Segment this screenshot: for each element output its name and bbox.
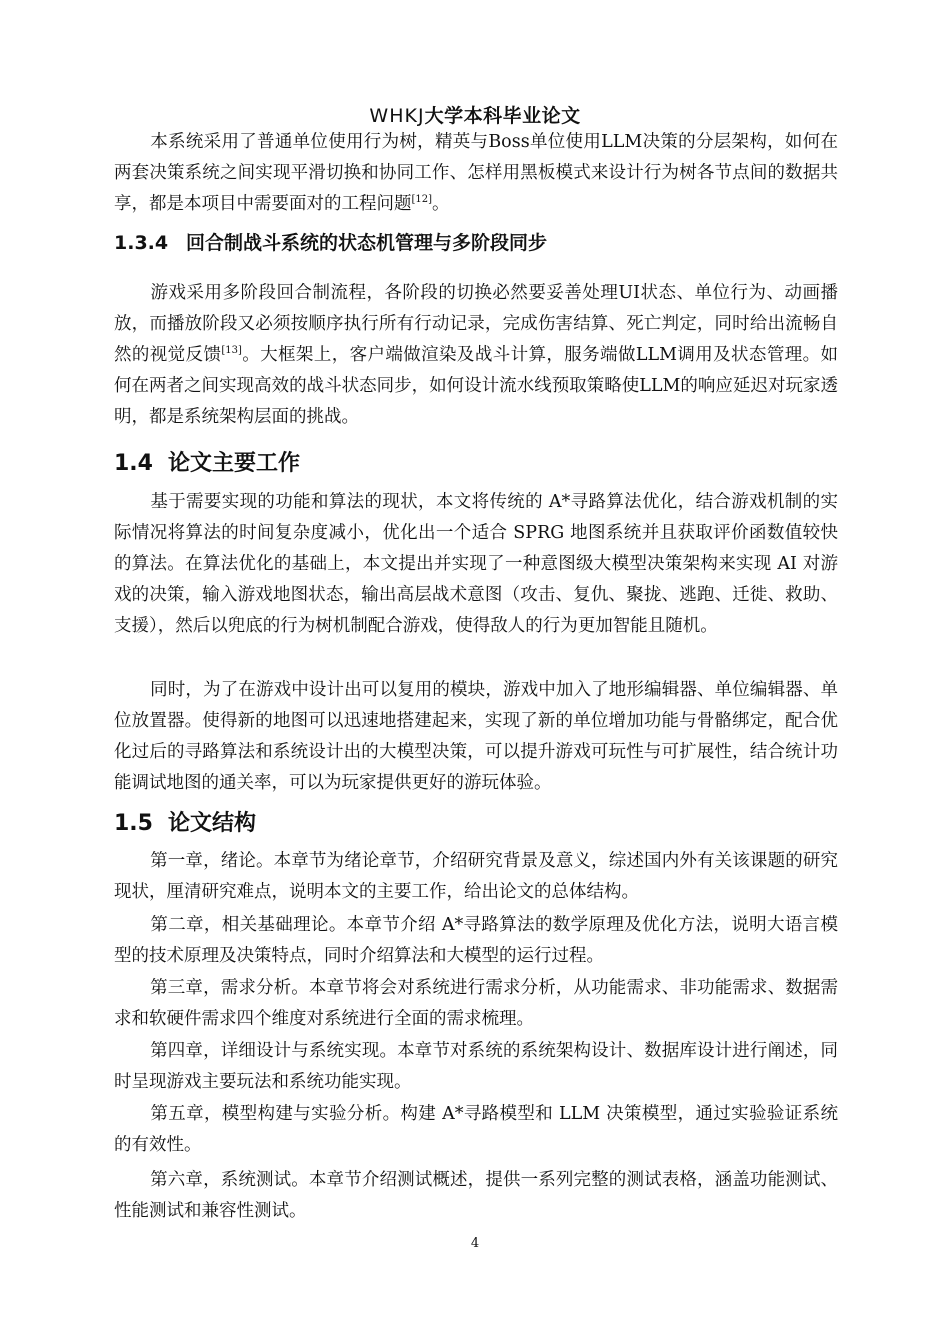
paragraph-text: 本系统采用了普通单位使用行为树，精英与Boss单位使用LLM决策的分层架构，如何在两套决策系统之间实现平滑切换和协同工作、怎样用黑板模式来设计行为树各节点间的数据共享，都是本项目中需要面对的工程问题	[114, 132, 838, 214]
paragraph-text: 第五章，模型构建与实验分析。构建 A*寻路模型和 LLM 决策模型，通过实验验证系统的有效性。	[114, 1104, 838, 1155]
paragraph-text: 第二章，相关基础理论。本章节介绍 A*寻路算法的数学原理及优化方法，说明大语言模型的技术原理及决策特点，同时介绍算法和大模型的运行过程。	[114, 915, 838, 966]
paragraph-chapter-4	[114, 1036, 838, 1098]
paragraph-text: 第六章，系统测试。本章节介绍测试概述，提供一系列完整的测试表格，涵盖功能测试、性能测试和兼容性测试。	[114, 1170, 838, 1221]
section-number: 1.3.4	[114, 232, 169, 254]
paragraph-text-tail: 。大框架上，客户端做渲染及战斗计算，服务端做LLM调用及状态管理。如何在两者之间实现高效的战斗状态同步，如何设计流水线预取策略使LLM的响应延迟对玩家透明，都是系统架构层面的挑战。	[114, 345, 838, 427]
header-latin: WHKJ	[369, 105, 425, 127]
section-heading-1-5	[114, 806, 256, 837]
paragraph-text: 游戏采用多阶段回合制流程，各阶段的切换必然要妥善处理UI状态、单位行为、动画播放，而播放阶段又必须按顺序执行所有行动记录，完成伤害结算、死亡判定，同时给出流畅自然的视觉反馈	[114, 283, 838, 365]
paragraph-turn-based-combat	[114, 278, 838, 433]
paragraph-chapter-5	[114, 1099, 838, 1161]
section-heading-1-3-4	[114, 228, 547, 255]
paragraph-chapter-2	[114, 910, 838, 972]
paragraph-decision-architecture	[114, 127, 838, 220]
running-header	[0, 101, 950, 128]
section-heading-1-4	[114, 446, 300, 477]
paragraph-chapter-1	[114, 846, 838, 908]
paragraph-chapter-3	[114, 973, 838, 1035]
page-number: 4	[470, 1236, 480, 1251]
paragraph-text: 第四章，详细设计与系统实现。本章节对系统的系统架构设计、数据库设计进行阐述，同时呈现游戏主要玩法和系统功能实现。	[114, 1041, 838, 1092]
section-number: 1.5	[114, 811, 153, 836]
section-title: 论文结构	[168, 811, 257, 836]
paragraph-main-work	[114, 487, 838, 642]
section-title: 回合制战斗系统的状态机管理与多阶段同步	[186, 232, 548, 254]
citation: [12]	[411, 194, 433, 206]
paragraph-text-tail: 。	[432, 194, 450, 214]
paragraph-text: 第一章，绪论。本章节为绪论章节，介绍研究背景及意义，综述国内外有关该课题的研究现状，厘清研究难点，说明本文的主要工作，给出论文的总体结构。	[114, 851, 838, 902]
paragraph-chapter-6	[114, 1165, 838, 1227]
paragraph-text: 基于需要实现的功能和算法的现状，本文将传统的 A*寻路算法优化，结合游戏机制的实际情况将算法的时间复杂度减小，优化出一个适合 SPRG 地图系统并且获取评价函数值较快的算法。在算法优化的基础上，本文提出并实现了一种意图级大模型决策架构来实现 AI 对游戏的决策，输入游戏地图状态，输出高层战术意图（攻击、复仇、聚拢、逃跑、迁徙、救助、支援），然后以兜底的行为树机制配合游戏，使得敌人的行为更加智能且随机。	[114, 492, 838, 636]
paragraph-text: 同时，为了在游戏中设计出可以复用的模块，游戏中加入了地形编辑器、单位编辑器、单位放置器。使得新的地图可以迅速地搭建起来，实现了新的单位增加功能与骨骼绑定，配合优化过后的寻路算法和系统设计出的大模型决策，可以提升游戏可玩性与可扩展性，结合统计功能调试地图的通关率，可以为玩家提供更好的游玩体验。	[114, 680, 838, 793]
citation: [13]	[221, 345, 242, 357]
section-number: 1.4	[114, 451, 153, 476]
paragraph-editor-modules	[114, 675, 838, 799]
paragraph-text: 第三章，需求分析。本章节将会对系统进行需求分析，从功能需求、非功能需求、数据需求和软硬件需求四个维度对系统进行全面的需求梳理。	[114, 978, 838, 1029]
header-title: 大学本科毕业论文	[424, 105, 581, 127]
section-title: 论文主要工作	[168, 451, 301, 476]
